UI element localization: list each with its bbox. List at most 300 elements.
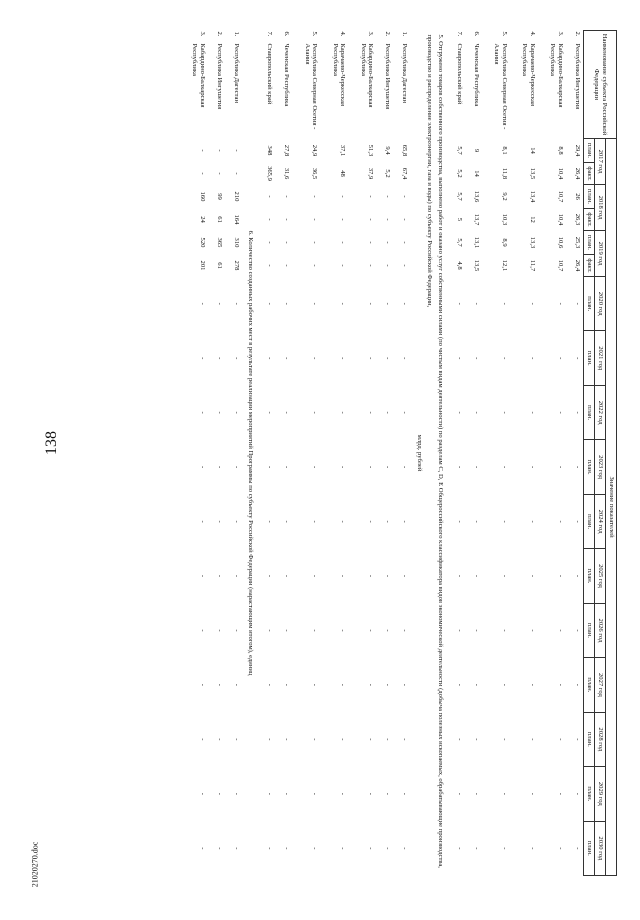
table-row [292,31,320,876]
value-cell: 365,9 [266,166,274,181]
value-cell: - [501,683,508,686]
value-cell: - [198,574,206,578]
value-cell: - [456,465,463,469]
value-cell: - [367,195,375,198]
value-cell: - [266,520,274,523]
value-cell: - [311,302,319,305]
region-name: Республика Ингушетия [384,43,392,110]
value-cell: 10,7 [557,259,564,272]
value-cell: 99 [215,193,223,200]
year-header: 2025 год [595,549,606,603]
value-cell: 5,7 [456,238,463,247]
region-name: Республика Ингушетия [574,43,581,110]
value-cell: - [456,411,463,414]
value-cell: - [557,465,564,469]
value-cell: - [215,574,223,578]
plan-header: план. [584,767,595,821]
region-name: Республика Ингушетия [215,43,223,110]
table-row [376,31,393,876]
plan-header: план. [584,658,595,712]
section-title-row [410,31,448,876]
value-cell: - [384,683,392,686]
value-cell: - [215,629,223,632]
value-cell: - [367,574,375,578]
value-cell: - [501,357,508,360]
plan-header: план. [584,712,595,766]
row-number: 3. [557,31,564,37]
value-cell: - [232,847,240,850]
value-cell: - [473,792,480,795]
row-number: 5. [311,31,319,37]
value-cell: - [266,195,274,198]
table-row [393,31,410,876]
footer-filename: 21020270.doc [30,841,40,888]
value-cell: - [574,792,581,795]
value-cell: - [283,738,291,741]
plan-header: план. [584,231,595,255]
value-cell: - [473,411,480,414]
value-cell: - [473,629,480,632]
value-cell: - [311,465,319,469]
value-cell: - [456,792,463,795]
col-name-header: Наименование субъекта Российской Федерации [584,31,617,139]
value-cell: 61 [215,262,223,269]
value-cell: - [198,465,206,469]
value-cell: 13,7 [473,213,480,226]
value-cell: 48 [339,170,347,177]
value-cell: - [339,847,347,850]
region-name: Республика Дагестан [401,43,409,104]
value-cell: - [367,264,375,267]
value-cell: 5 [456,217,463,222]
value-cell: - [266,792,274,795]
value-cell: - [557,738,564,741]
value-cell: - [367,847,375,850]
region-name: Карачаево-Черкесская Республика [521,43,536,106]
value-cell: 37,1 [339,144,347,157]
value-cell: - [198,629,206,632]
value-cell: - [401,629,409,632]
value-cell: - [215,792,223,795]
values-header: Значение показателей [606,139,617,876]
value-cell: - [283,218,291,221]
value-cell: - [557,574,564,578]
value-cell: 164 [232,214,240,225]
value-cell: - [367,792,375,795]
value-cell: - [574,683,581,686]
value-cell: 61 [215,216,223,223]
value-cell: - [384,218,392,221]
year-header: 2028 год [595,712,606,766]
value-cell: - [198,847,206,850]
value-cell: - [401,357,409,360]
year-header: 2029 год [595,767,606,821]
value-cell: - [574,411,581,414]
table-row [258,31,275,876]
year-header: 2024 год [595,494,606,548]
value-cell: - [574,629,581,632]
value-cell: - [311,411,319,414]
value-cell: - [283,465,291,469]
value-cell: - [283,302,291,305]
value-cell: - [456,302,463,305]
plan-header: план. [584,331,595,385]
plan-header: план. [584,549,595,603]
value-cell: - [401,465,409,469]
value-cell: 51,3 [367,144,375,157]
region-name: Ставропольский край [456,43,463,105]
year-header: 2018 год [595,185,606,231]
value-cell: - [384,520,392,523]
value-cell: 13,5 [529,167,536,180]
page-number: 138 [43,431,60,455]
plan-header: план. [584,821,595,876]
value-cell: - [574,574,581,578]
value-cell: - [215,520,223,523]
region-name: Карачаево-Черкесская Республика [331,43,347,106]
value-cell: - [557,792,564,795]
section-title: 6. Количество созданных рабочих мест в результате реализации мероприятий Программы по субъекту Российской Федерации (нарастающим итогом), единиц [247,230,255,676]
value-cell: - [339,683,347,686]
value-cell: 10,3 [501,213,508,226]
value-cell: - [557,683,564,686]
value-cell: - [311,738,319,741]
value-cell: 26 [574,193,581,200]
value-cell: - [367,302,375,305]
value-cell: 14 [529,147,536,154]
value-cell: 348 [266,145,274,156]
value-cell: - [339,411,347,414]
value-cell: - [529,792,536,795]
value-cell: - [456,574,463,578]
value-cell: 365 [215,237,223,248]
value-cell: - [198,172,206,175]
value-cell: - [529,520,536,523]
value-cell: 13,4 [529,190,536,203]
value-cell: - [232,357,240,360]
value-cell: 25,3 [574,236,581,249]
value-cell: - [266,629,274,632]
value-cell: - [384,302,392,305]
value-cell: 210 [232,191,240,202]
value-cell: - [456,847,463,850]
value-cell: - [266,411,274,414]
value-cell: - [232,302,240,305]
value-cell: - [501,847,508,850]
table-row [465,31,482,876]
value-cell: - [557,302,564,305]
value-cell: - [311,792,319,795]
year-header: 2023 год [595,440,606,494]
value-cell: - [501,465,508,469]
value-cell: - [456,629,463,632]
value-cell: - [198,738,206,741]
value-cell: - [266,241,274,244]
value-cell: - [367,465,375,469]
value-cell: - [283,195,291,198]
value-cell: - [367,411,375,414]
value-cell: - [311,264,319,267]
table-row [208,31,225,876]
fact-header: факт. [584,209,595,231]
value-cell: - [339,241,347,244]
row-number: 2. [215,31,223,37]
value-cell: - [215,738,223,741]
plan-fact-header-row [584,31,595,876]
value-cell: - [574,302,581,305]
value-cell: - [456,357,463,360]
value-cell: - [529,738,536,741]
value-cell: 10,7 [557,190,564,203]
value-cell: - [311,357,319,360]
value-cell: 24 [198,216,206,223]
value-cell: - [384,264,392,267]
value-cell: 37,9 [367,167,375,180]
value-cell: - [529,847,536,850]
value-cell: 26,3 [574,213,581,226]
value-cell: - [367,738,375,741]
value-cell: - [311,847,319,850]
region-name: Чеченская Республика [473,43,480,107]
value-cell: - [529,357,536,360]
value-cell: 11,8 [501,167,508,180]
value-cell: 201 [198,260,206,271]
row-number: 2. [574,31,581,37]
value-cell: 5,7 [456,146,463,155]
row-number: 4. [529,31,536,37]
value-cell: - [384,847,392,850]
value-cell: 67,4 [401,167,409,180]
value-cell: - [283,357,291,360]
table-header [584,31,617,876]
value-cell: - [473,683,480,686]
year-header: 2017 год [595,139,606,185]
value-cell: - [283,792,291,795]
row-number: 6. [473,31,480,37]
year-header: 2027 год [595,658,606,712]
value-cell: - [574,738,581,741]
value-cell: - [232,520,240,523]
value-cell: - [473,520,480,523]
table-row [448,31,465,876]
value-cell: - [215,411,223,414]
value-cell: - [473,357,480,360]
value-cell: - [266,574,274,578]
value-cell: - [215,847,223,850]
plan-header: план. [584,277,595,331]
year-header: 2019 год [595,231,606,277]
value-cell: 8,9 [501,238,508,247]
value-cell: - [401,792,409,795]
value-cell: - [311,629,319,632]
value-cell: - [232,172,240,175]
value-cell: - [529,683,536,686]
plan-header: план. [584,494,595,548]
value-cell: 9,4 [384,146,392,155]
value-cell: - [232,149,240,152]
value-cell: - [339,357,347,360]
value-cell: - [215,357,223,360]
value-cell: - [266,357,274,360]
plan-header: план. [584,185,595,209]
row-number: 6. [283,31,291,37]
row-number: 7. [266,31,274,37]
value-cell: - [339,302,347,305]
year-header: 2026 год [595,603,606,657]
value-cell: - [198,520,206,523]
value-cell: - [401,302,409,305]
value-cell: 5,2 [384,169,392,178]
row-number: 7. [456,31,463,37]
value-cell: - [473,465,480,469]
value-cell: - [198,411,206,414]
region-name: Республика Северная Осетия - Алания [493,43,508,130]
value-cell: - [283,683,291,686]
plan-header: план. [584,603,595,657]
table-row [320,31,348,876]
value-cell: - [456,738,463,741]
value-cell: - [401,847,409,850]
value-cell: - [339,218,347,221]
region-name: Ставропольский край [266,43,274,105]
value-cell: - [401,683,409,686]
value-cell: - [473,847,480,850]
value-cell: 29,4 [574,144,581,157]
value-cell: - [232,411,240,414]
table-row [348,31,376,876]
value-cell: - [456,683,463,686]
value-cell: - [198,792,206,795]
value-cell: 13,5 [473,259,480,272]
value-cell: - [473,574,480,578]
plan-header: план. [584,385,595,439]
value-cell: 10,4 [557,167,564,180]
value-cell: - [501,411,508,414]
plan-header: план. [584,440,595,494]
value-cell: - [198,302,206,305]
value-cell: - [339,738,347,741]
fact-header: факт. [584,163,595,185]
value-cell: - [384,792,392,795]
value-cell: - [384,241,392,244]
value-cell: - [529,411,536,414]
value-cell: 10,4 [557,213,564,226]
region-name: Кабардино-Балкарская Республика [191,43,206,108]
value-cell: - [401,411,409,414]
region-name: Республика Северная Осетия - Алания [303,43,319,130]
value-cell: - [283,847,291,850]
table-row [510,31,538,876]
value-cell: 14 [473,170,480,177]
value-cell: - [501,792,508,795]
value-cell: - [574,357,581,360]
value-cell: - [266,738,274,741]
value-cell: 5,7 [456,192,463,201]
row-number: 5. [501,31,508,37]
value-cell: - [232,629,240,632]
value-cell: - [215,465,223,469]
value-cell: - [367,241,375,244]
value-cell: - [384,411,392,414]
table-row [180,31,208,876]
section-unit: млрд. рублей [415,434,423,472]
indicators-table [180,30,617,876]
value-cell: 310 [232,237,240,248]
value-cell: - [266,847,274,850]
value-cell: - [311,195,319,198]
section-title-row [242,31,259,876]
value-cell: - [232,465,240,469]
value-cell: - [401,241,409,244]
value-cell: - [367,629,375,632]
value-cell: - [384,738,392,741]
region-name: Кабардино-Балкарская Республика [549,43,564,108]
value-cell: 65,8 [401,144,409,157]
year-header-row [595,31,606,876]
value-cell: - [367,683,375,686]
value-cell: - [367,520,375,523]
value-cell: 11,7 [529,259,536,272]
value-cell: 13,1 [473,236,480,249]
value-cell: - [401,218,409,221]
value-cell: - [574,465,581,469]
value-cell: - [339,465,347,469]
value-cell: 27,8 [283,144,291,157]
region-name: Чеченская Республика [283,43,291,107]
value-cell: - [384,629,392,632]
year-header: 2021 год [595,331,606,385]
value-cell: - [529,302,536,305]
value-cell: - [529,574,536,578]
table-row [566,31,584,876]
value-cell: - [198,357,206,360]
value-cell: - [311,520,319,523]
value-cell: - [283,520,291,523]
value-cell: - [215,149,223,152]
value-cell: 31,6 [283,167,291,180]
row-number: 4. [339,31,347,37]
value-cell: - [401,264,409,267]
value-cell: 4,8 [456,261,463,270]
value-cell: 278 [232,260,240,271]
row-number: 2. [384,31,392,37]
value-cell: 10,6 [557,236,564,249]
table-row [538,31,566,876]
value-cell: - [232,683,240,686]
value-cell: 13,6 [473,190,480,203]
value-cell: 8,8 [557,146,564,155]
value-cell: 13,3 [529,236,536,249]
year-header: 2030 год [595,821,606,876]
value-cell: - [339,195,347,198]
value-cell: - [401,574,409,578]
value-cell: - [401,195,409,198]
value-cell: 9 [473,148,480,153]
value-cell: - [339,574,347,578]
value-cell: 26,4 [574,167,581,180]
value-cell: - [384,574,392,578]
row-number: 3. [198,31,206,37]
value-cell: - [529,629,536,632]
value-cell: - [501,629,508,632]
value-cell: - [283,241,291,244]
value-cell: - [215,683,223,686]
value-cell: - [215,302,223,305]
value-cell: - [574,520,581,523]
value-cell: - [384,465,392,469]
year-header: 2020 год [595,277,606,331]
year-header: 2022 год [595,385,606,439]
